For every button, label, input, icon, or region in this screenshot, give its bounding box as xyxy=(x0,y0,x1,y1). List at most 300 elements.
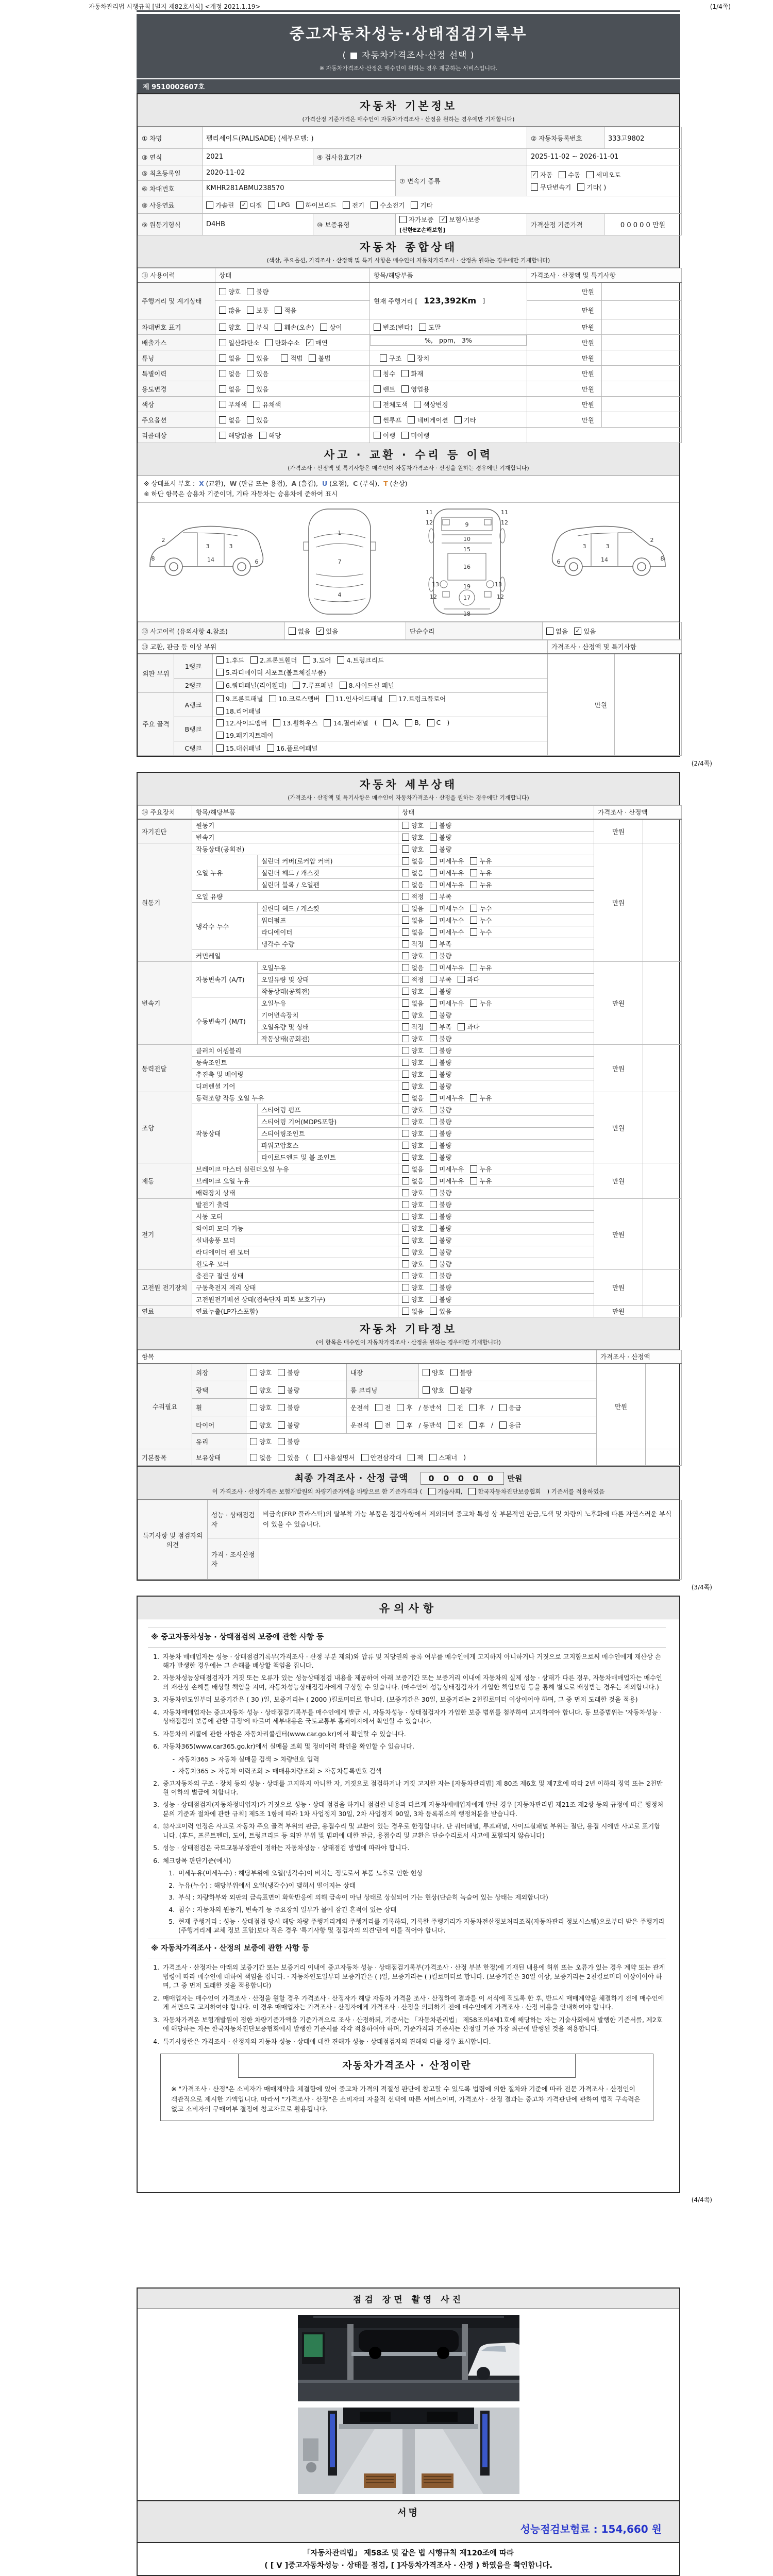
checkbox-label: 보험사보증 xyxy=(449,216,480,224)
checkbox-option[interactable] xyxy=(250,1403,272,1412)
checkbox-label: 적정 xyxy=(411,940,424,948)
checkbox-option[interactable] xyxy=(430,1153,451,1162)
checkbox-option[interactable] xyxy=(402,939,424,948)
checkbox-option[interactable] xyxy=(402,1259,424,1268)
token-group xyxy=(399,215,523,234)
checkbox-label: A, xyxy=(392,719,399,726)
photos-title: 점검 장면 촬영 사진 xyxy=(352,2295,464,2305)
state-code-desc: (판금 또는 용접), xyxy=(237,480,288,487)
checkbox-option[interactable] xyxy=(399,215,433,224)
value-cell xyxy=(398,843,594,855)
checkbox-option[interactable] xyxy=(402,916,424,925)
checkbox-option[interactable] xyxy=(269,694,320,703)
checkbox-option[interactable] xyxy=(265,338,299,347)
checkbox-option[interactable] xyxy=(374,431,395,440)
checkbox-option[interactable] xyxy=(247,384,268,394)
final-price-unit: 만원 xyxy=(507,1474,523,1483)
checkbox-option[interactable] xyxy=(470,868,492,877)
checkbox-option[interactable] xyxy=(414,400,448,409)
value-cell: ⑭ 주요장치 xyxy=(138,805,192,819)
checkbox-label: 없음 xyxy=(298,627,311,635)
checkbox-option[interactable] xyxy=(275,306,296,315)
accident-history-header xyxy=(138,443,679,476)
value-cell xyxy=(602,335,682,350)
checkbox-option[interactable] xyxy=(427,719,441,726)
value-cell xyxy=(597,1449,646,1466)
checkbox-option[interactable] xyxy=(469,1420,485,1430)
notices-box xyxy=(137,1596,680,2193)
checkbox-option[interactable] xyxy=(402,892,424,901)
checkbox-option[interactable] xyxy=(278,1403,299,1412)
checkbox-option[interactable] xyxy=(219,415,241,425)
checkbox-option[interactable] xyxy=(401,384,429,394)
checkbox-option[interactable] xyxy=(402,1070,424,1079)
checkbox-option[interactable] xyxy=(361,1453,401,1462)
checkbox-option[interactable] xyxy=(430,1093,464,1103)
checkbox-option[interactable] xyxy=(450,1385,472,1395)
checkbox-option[interactable] xyxy=(402,1164,424,1174)
checkbox-option[interactable] xyxy=(430,1200,451,1209)
checkbox-label: 없음 xyxy=(228,416,241,424)
checkbox-option[interactable] xyxy=(375,1403,391,1412)
checkbox-icon xyxy=(470,1165,477,1173)
checkbox-option[interactable] xyxy=(402,1307,424,1316)
checkbox-option[interactable] xyxy=(586,170,620,179)
checkbox-label: 양호 xyxy=(432,1386,445,1394)
checkbox-option[interactable] xyxy=(430,1081,451,1091)
checkbox-option[interactable] xyxy=(402,1117,424,1126)
photos-header xyxy=(138,2289,679,2309)
checkbox-icon xyxy=(470,964,477,971)
checkbox-option[interactable] xyxy=(219,400,247,409)
checkbox-label: 미세누수 xyxy=(439,928,464,936)
checkbox-option[interactable] xyxy=(306,338,328,347)
checkbox-option[interactable] xyxy=(408,353,429,363)
checkbox-option[interactable] xyxy=(430,833,451,842)
checkbox-icon xyxy=(430,917,437,924)
notice-item xyxy=(150,1963,666,1990)
notice-number: 6. xyxy=(153,1743,159,1751)
checkbox-option[interactable] xyxy=(448,1403,463,1412)
checkbox-option[interactable] xyxy=(401,431,429,440)
checkbox-option[interactable] xyxy=(402,1093,424,1103)
checkbox-option[interactable] xyxy=(430,1224,451,1233)
checkbox-icon xyxy=(430,1047,437,1054)
checkbox-option[interactable] xyxy=(531,170,552,179)
checkbox-option[interactable] xyxy=(430,821,451,830)
checkbox-option[interactable] xyxy=(423,1368,444,1377)
checkbox-icon xyxy=(402,964,409,971)
checkbox-option[interactable] xyxy=(402,998,424,1008)
checkbox-option[interactable] xyxy=(470,880,492,889)
checkbox-option[interactable] xyxy=(470,1176,492,1185)
checkbox-option[interactable] xyxy=(402,963,424,972)
checkbox-option[interactable] xyxy=(314,1453,355,1462)
checkbox-option[interactable] xyxy=(429,1453,457,1462)
checkbox-option[interactable] xyxy=(430,892,451,901)
checkbox-option[interactable] xyxy=(219,306,241,315)
checkbox-option[interactable] xyxy=(430,1188,451,1197)
checkbox-option[interactable] xyxy=(247,287,268,296)
checkbox-option[interactable] xyxy=(470,1164,492,1174)
checkbox-option[interactable] xyxy=(401,369,423,378)
checkbox-option[interactable] xyxy=(337,655,383,665)
checkbox-option[interactable] xyxy=(259,431,281,440)
checkbox-option[interactable] xyxy=(278,1437,299,1446)
checkbox-icon xyxy=(430,1177,437,1184)
value-cell: 비금속(FRP 플라스틱)의 탈부착 가능 부품은 점검사항에서 제외되며 중고차 특성 상 부분적인 판금,도색 및 차량의 노후화에 따른 자연스러운 부식이 있을 수 있습니다. xyxy=(259,1500,682,1538)
label-cell: ④ 검사유효기간 xyxy=(313,149,527,165)
checkbox-option[interactable] xyxy=(402,1200,424,1209)
checkbox-option[interactable] xyxy=(219,431,253,440)
checkbox-option[interactable] xyxy=(448,1420,463,1430)
checkbox-option[interactable] xyxy=(371,200,405,210)
checkbox-icon xyxy=(402,1260,409,1267)
checkbox-option[interactable] xyxy=(397,1403,412,1412)
checkbox-option[interactable] xyxy=(430,1105,451,1114)
value-cell: 작동상태(공회전) xyxy=(192,843,398,855)
checkbox-label: 불량 xyxy=(439,1011,452,1019)
checkbox-option[interactable] xyxy=(273,718,317,727)
checkbox-option[interactable] xyxy=(219,323,241,332)
checkbox-option[interactable] xyxy=(430,1283,451,1292)
checkbox-option[interactable] xyxy=(247,353,268,363)
checkbox-option[interactable] xyxy=(374,415,401,425)
notice-number: 5. xyxy=(169,1918,175,1925)
checkbox-option[interactable] xyxy=(219,338,259,347)
checkbox-option[interactable] xyxy=(250,1368,272,1377)
checkbox-option[interactable] xyxy=(430,1271,451,1280)
checkbox-option[interactable] xyxy=(430,868,464,877)
value-cell xyxy=(602,350,682,366)
checkbox-option[interactable] xyxy=(411,200,432,210)
value-cell xyxy=(398,938,594,950)
checkbox-option[interactable] xyxy=(216,743,261,753)
checkbox-option[interactable] xyxy=(402,1022,424,1031)
checkbox-label: 2.프론트휀더 xyxy=(260,656,297,664)
checkbox-option[interactable] xyxy=(380,353,401,363)
checkbox-option[interactable] xyxy=(458,1022,479,1031)
checkbox-option[interactable] xyxy=(430,1307,451,1316)
checkbox-option[interactable] xyxy=(430,880,464,889)
checkbox-option[interactable] xyxy=(247,323,268,332)
checkbox-option[interactable] xyxy=(430,1117,451,1126)
checkbox-option[interactable] xyxy=(430,987,451,996)
checkbox-option[interactable] xyxy=(402,1295,424,1304)
checkbox-option[interactable] xyxy=(216,655,244,665)
checkbox-option[interactable] xyxy=(402,1105,424,1114)
checkbox-option[interactable] xyxy=(250,655,297,665)
checkbox-icon xyxy=(430,1106,437,1113)
checkbox-option[interactable] xyxy=(430,1058,451,1067)
checkbox-label: 누유 xyxy=(479,1177,492,1185)
checkbox-option[interactable] xyxy=(430,844,451,854)
checkbox-option[interactable] xyxy=(278,1453,299,1462)
token-group xyxy=(402,1117,590,1126)
checkbox-option[interactable] xyxy=(423,1385,444,1395)
checkbox-option[interactable] xyxy=(219,384,241,394)
checkbox-option[interactable] xyxy=(383,719,399,726)
checkbox-option[interactable] xyxy=(296,200,337,210)
checkbox-option[interactable] xyxy=(402,927,424,937)
checkbox-option[interactable] xyxy=(402,833,424,842)
checkbox-option[interactable] xyxy=(397,1420,412,1430)
checkbox-label: 양호 xyxy=(411,1272,424,1280)
checkbox-option[interactable] xyxy=(250,1453,272,1462)
checkbox-option[interactable] xyxy=(281,353,303,363)
checkbox-option[interactable] xyxy=(470,998,492,1008)
checkbox-option[interactable] xyxy=(343,200,364,210)
checkbox-icon xyxy=(429,1454,436,1461)
value-cell: 가격조사 · 산정액 xyxy=(594,805,682,819)
checkbox-option[interactable] xyxy=(278,1368,299,1377)
checkbox-option[interactable] xyxy=(470,963,492,972)
checkbox-label: 양호 xyxy=(259,1403,272,1412)
checkbox-option[interactable] xyxy=(402,1247,424,1257)
value-cell: 가격조사 · 산정액 및 특기사항 xyxy=(527,268,682,282)
checkbox-option[interactable] xyxy=(402,844,424,854)
checkbox-option[interactable] xyxy=(402,975,424,984)
checkbox-option[interactable] xyxy=(430,975,451,984)
token-group xyxy=(219,338,366,347)
text: 123,392Km xyxy=(424,296,477,306)
checkbox-option[interactable] xyxy=(216,681,287,690)
checkbox-option[interactable] xyxy=(216,731,273,740)
checkbox-option[interactable] xyxy=(216,694,263,703)
checkbox-option[interactable] xyxy=(250,1385,272,1395)
checkbox-option[interactable] xyxy=(340,681,394,690)
checkbox-option[interactable] xyxy=(469,1403,485,1412)
checkbox-option[interactable] xyxy=(430,1259,451,1268)
value-cell xyxy=(398,1211,594,1223)
notice-number: 5. xyxy=(153,1730,159,1738)
label-cell: 동력전달 xyxy=(138,1045,192,1092)
checkbox-option[interactable] xyxy=(430,1070,451,1079)
checkbox-option[interactable] xyxy=(546,626,568,636)
checkbox-option[interactable] xyxy=(470,916,492,925)
checkbox-option[interactable] xyxy=(250,1437,272,1446)
checkbox-option[interactable] xyxy=(402,1081,424,1091)
checkbox-icon xyxy=(397,1404,404,1411)
checkbox-icon xyxy=(430,928,437,936)
checkbox-icon xyxy=(402,1094,409,1101)
checkbox-option[interactable] xyxy=(470,1093,492,1103)
checkbox-option[interactable] xyxy=(470,904,492,913)
checkbox-option[interactable] xyxy=(402,1271,424,1280)
checkbox-option[interactable] xyxy=(268,201,290,209)
checkbox-option[interactable] xyxy=(430,856,464,866)
value-cell: 윈도우 모터 xyxy=(192,1258,398,1270)
checkbox-option[interactable] xyxy=(374,384,395,394)
checkbox-option[interactable] xyxy=(430,1022,451,1031)
checkbox-option[interactable] xyxy=(278,1385,299,1395)
checkbox-option[interactable] xyxy=(216,706,261,716)
label-cell: 타이어 xyxy=(192,1416,246,1434)
checkbox-option[interactable] xyxy=(240,200,262,210)
checkbox-option[interactable] xyxy=(430,1141,451,1150)
checkbox-option[interactable] xyxy=(309,353,330,363)
checkbox-option[interactable] xyxy=(430,1212,451,1221)
checkbox-option[interactable] xyxy=(303,655,331,665)
checkbox-option[interactable] xyxy=(499,1420,521,1430)
checkbox-label: 양호 xyxy=(411,1296,424,1303)
checkbox-option[interactable] xyxy=(402,868,424,877)
checkbox-option[interactable] xyxy=(499,1403,521,1412)
checkbox-option[interactable] xyxy=(430,1247,451,1257)
notice-item xyxy=(150,1780,666,1798)
checkbox-option[interactable] xyxy=(470,927,492,937)
checkbox-icon xyxy=(278,1454,285,1461)
checkbox-icon xyxy=(402,857,409,865)
checkbox-option[interactable] xyxy=(430,963,464,972)
checkbox-option[interactable] xyxy=(216,668,326,677)
value-cell: 작동상태(공회전) xyxy=(258,1033,398,1045)
checkbox-option[interactable] xyxy=(402,1034,424,1043)
checkbox-option[interactable] xyxy=(430,1129,451,1138)
checkbox-option[interactable] xyxy=(408,1453,423,1462)
checkbox-option[interactable] xyxy=(402,1058,424,1067)
checkbox-option[interactable] xyxy=(267,743,317,753)
checkbox-label: 잭 xyxy=(416,1453,424,1462)
checkbox-label: 미세누유 xyxy=(439,881,464,889)
checkbox-option[interactable] xyxy=(440,215,480,224)
checkbox-option[interactable] xyxy=(408,415,448,425)
checkbox-icon xyxy=(448,1404,455,1411)
checkbox-option[interactable] xyxy=(375,1420,391,1430)
label-cell: 주행거리 및 계기상태 xyxy=(138,282,215,319)
checkbox-option[interactable] xyxy=(247,306,268,315)
checkbox-option[interactable] xyxy=(430,1176,464,1185)
checkbox-option[interactable] xyxy=(374,400,408,409)
checkbox-icon xyxy=(559,171,566,178)
checkbox-option[interactable] xyxy=(402,1224,424,1233)
checkbox-option[interactable] xyxy=(326,694,383,703)
value-cell xyxy=(602,282,682,301)
checkbox-option[interactable] xyxy=(402,987,424,996)
checkbox-option[interactable] xyxy=(206,200,234,210)
checkbox-icon xyxy=(375,1421,382,1429)
checkbox-option[interactable] xyxy=(402,1283,424,1292)
checkbox-icon xyxy=(428,1488,435,1495)
value-cell: 오일 유량 xyxy=(192,891,398,903)
checkbox-option[interactable] xyxy=(402,1010,424,1020)
diagram-label: 11 xyxy=(501,509,508,516)
checkbox-option[interactable] xyxy=(219,287,241,296)
checkbox-option[interactable] xyxy=(430,1034,451,1043)
checkbox-option[interactable] xyxy=(531,182,571,192)
checkbox-option[interactable] xyxy=(219,369,241,378)
checkbox-option[interactable] xyxy=(250,1420,272,1430)
checkbox-option[interactable] xyxy=(430,1046,451,1055)
checkbox-option[interactable] xyxy=(470,856,492,866)
diagram-label: 8 xyxy=(660,555,664,562)
checkbox-option[interactable] xyxy=(275,323,314,332)
checkbox-option[interactable] xyxy=(450,1368,472,1377)
checkbox-option[interactable] xyxy=(468,1487,541,1496)
checkbox-option[interactable] xyxy=(430,904,464,913)
text: 운전석 xyxy=(350,1403,369,1412)
notice-number: 4. xyxy=(169,1906,175,1913)
checkbox-option[interactable] xyxy=(278,1420,299,1430)
checkbox-option[interactable] xyxy=(389,694,446,703)
checkbox-option[interactable] xyxy=(247,415,268,425)
checkbox-option[interactable] xyxy=(219,353,241,363)
checkbox-option[interactable] xyxy=(405,719,421,726)
checkbox-option[interactable] xyxy=(402,951,424,960)
checkbox-option[interactable] xyxy=(402,1141,424,1150)
checkbox-option[interactable] xyxy=(247,369,268,378)
checkbox-option[interactable] xyxy=(402,1212,424,1221)
checkbox-option[interactable] xyxy=(430,939,451,948)
checkbox-option[interactable] xyxy=(316,626,338,636)
checkbox-option[interactable] xyxy=(419,323,441,332)
checkbox-option[interactable] xyxy=(289,626,310,636)
checkbox-option[interactable] xyxy=(402,1176,424,1185)
value-cell xyxy=(213,692,548,717)
checkbox-option[interactable] xyxy=(402,1046,424,1055)
checkbox-option[interactable] xyxy=(430,1235,451,1245)
checkbox-option[interactable] xyxy=(455,415,476,425)
value-cell: 항목/해당부품 xyxy=(192,805,398,819)
checkbox-icon xyxy=(247,370,254,377)
value-cell: 디퍼렌셜 기어 xyxy=(192,1080,398,1092)
checkbox-icon xyxy=(361,1454,368,1461)
checkbox-option[interactable] xyxy=(293,681,333,690)
checkbox-option[interactable] xyxy=(402,821,424,830)
value-cell xyxy=(370,319,527,335)
value-cell: 연료누출(LP가스포함) xyxy=(192,1306,398,1317)
value-cell: 상태 xyxy=(398,805,594,819)
checkbox-option[interactable] xyxy=(430,1295,451,1304)
checkbox-label: 이행 xyxy=(383,431,396,439)
checkbox-option[interactable] xyxy=(428,1487,462,1496)
value-cell xyxy=(398,1175,594,1187)
checkbox-option[interactable] xyxy=(430,1164,464,1174)
checkbox-option[interactable] xyxy=(430,951,451,960)
value-cell xyxy=(602,397,682,412)
checkbox-option[interactable] xyxy=(458,975,479,984)
checkbox-option[interactable] xyxy=(402,1235,424,1245)
checkbox-option[interactable] xyxy=(402,880,424,889)
checkbox-option[interactable] xyxy=(559,170,580,179)
checkbox-icon xyxy=(278,1369,285,1376)
checkbox-option[interactable] xyxy=(430,916,464,925)
label-cell: 휠 xyxy=(192,1399,246,1416)
checkbox-option[interactable] xyxy=(430,927,464,937)
checkbox-option[interactable] xyxy=(402,1129,424,1138)
text: 운전석 xyxy=(350,1421,369,1429)
checkbox-option[interactable] xyxy=(402,856,424,866)
checkbox-option[interactable] xyxy=(324,718,368,727)
checkbox-option[interactable] xyxy=(216,718,267,727)
checkbox-option[interactable] xyxy=(402,1153,424,1162)
checkbox-option[interactable] xyxy=(374,369,395,378)
checkbox-option[interactable] xyxy=(320,323,342,332)
checkbox-option[interactable] xyxy=(430,1010,451,1020)
checkbox-option[interactable] xyxy=(253,400,281,409)
checkbox-option[interactable] xyxy=(402,1188,424,1197)
checkbox-option[interactable] xyxy=(430,998,464,1008)
token-group xyxy=(402,963,590,972)
checkbox-option[interactable] xyxy=(574,626,596,636)
checkbox-option[interactable] xyxy=(577,182,606,192)
final-price-amount: 0 0 0 0 0 xyxy=(421,1472,504,1485)
value-cell: 라디에이터 팬 모터 xyxy=(192,1246,398,1258)
checkbox-icon xyxy=(430,952,437,959)
checkbox-label: 미세누유 xyxy=(439,999,464,1007)
checkbox-option[interactable] xyxy=(402,904,424,913)
checkbox-option[interactable] xyxy=(374,323,413,332)
